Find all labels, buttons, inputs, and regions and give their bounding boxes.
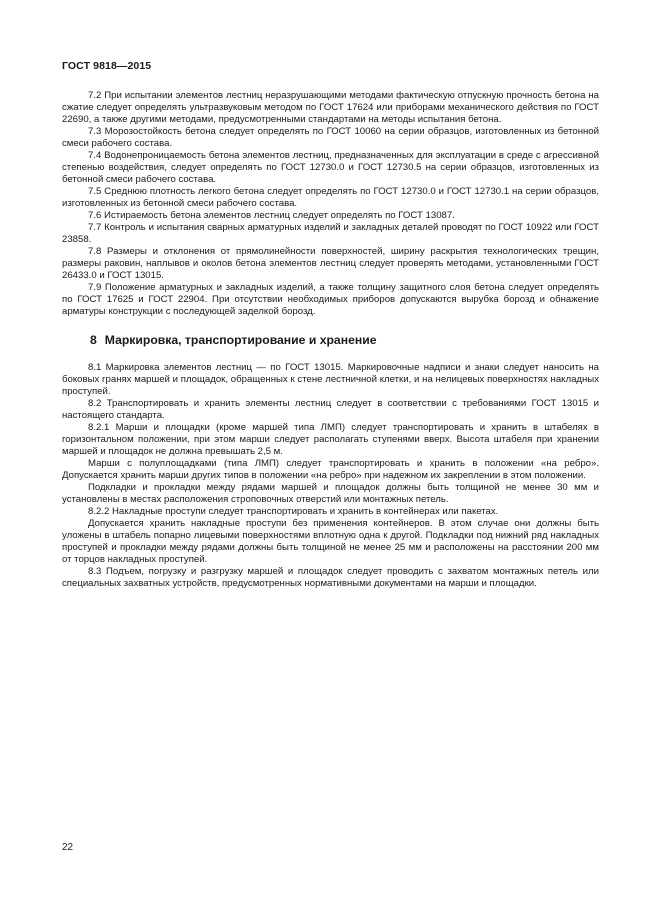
- clause-8-3: 8.3 Подъем, погрузку и разгрузку маршей и площадок следует проводить с захватом монтажных петель или специальных захватных устройств, предусмотренных нормативными документами на марши и площадки.: [62, 566, 599, 589]
- document-header: ГОСТ 9818—2015: [62, 60, 152, 72]
- clause-7-9: 7.9 Положение арматурных и закладных изделий, а также толщину защитного слоя бетона следует определять по ГОСТ 17625 и ГОСТ 22904. При отсутствии необходимых приборов допускаются вырубка борозд и обнажение арматуры конструкции с последующей заделкой борозд.: [62, 282, 599, 317]
- clause-7-3: 7.3 Морозостойкость бетона следует определять по ГОСТ 10060 на серии образцов, изготовленных из бетонной смеси рабочего состава.: [62, 126, 599, 149]
- clause-7-7: 7.7 Контроль и испытания сварных арматурных изделий и закладных деталей проводят по ГОСТ 10922 или ГОСТ 23858.: [62, 222, 599, 245]
- clause-8-2-1-para-2: Марши с полуплощадками (типа ЛМП) следует транспортировать и хранить в положении «на ребро». Допускается хранить марши других типов в положении «на ребро» при надежном их закреплении в этом положении.: [62, 458, 599, 481]
- clause-7-6: 7.6 Истираемость бетона элементов лестниц следует определять по ГОСТ 13087.: [88, 210, 455, 221]
- clause-8-2-1: 8.2.1 Марши и площадки (кроме маршей типа ЛМП) следует транспортировать и хранить в штабелях в горизонтальном положении, при этом марши следует располагать ступенями вверх. Высота штабеля при хранении маршей и площадок не должна превышать 2,5 м.: [62, 422, 599, 457]
- clause-7-8: 7.8 Размеры и отклонения от прямолинейности поверхностей, ширину раскрытия технологических трещин, размеры раковин, наплывов и околов бетона элементов лестниц следует проверять методами, установленными ГОСТ 26433.0 и ГОСТ 13015.: [62, 246, 599, 281]
- clause-8-2: 8.2 Транспортировать и хранить элементы лестниц следует в соответствии с требованиями ГОСТ 13015 и настоящего стандарта.: [62, 398, 599, 421]
- section-8-title: Маркировка, транспортирование и хранение: [104, 333, 377, 347]
- clause-7-2: 7.2 При испытании элементов лестниц неразрушающими методами фактическую отпускную прочность бетона на сжатие следует определять ультразвуковым методом по ГОСТ 17624 или приборами механического действия по ГОСТ 22690, а также другими методами, предусмотренными стандартами на методы испытания бетона.: [62, 90, 599, 125]
- section-8-number: 8: [90, 333, 97, 347]
- clause-7-4: 7.4 Водонепроницаемость бетона элементов лестниц, предназначенных для эксплуатации в среде с агрессивной степенью воздействия, следует определять по ГОСТ 12730.0 и ГОСТ 12730.5 на серии образцов, изготовленных из бетонной смеси рабочего состава.: [62, 150, 599, 185]
- clause-8-1: 8.1 Маркировка элементов лестниц — по ГОСТ 13015. Маркировочные надписи и знаки следует наносить на боковых гранях маршей и площадок, обращенных к стене лестничной клетки, и на нелицевых поверхностях накладных проступей.: [62, 362, 599, 397]
- clause-7-5: 7.5 Среднюю плотность легкого бетона следует определять по ГОСТ 12730.0 и ГОСТ 12730.1 на серии образцов, изготовленных из бетонной смеси рабочего состава.: [62, 186, 599, 209]
- clause-8-2-1-para-3: Подкладки и прокладки между рядами маршей и площадок должны быть толщиной не менее 30 мм и установлены в местах расположения строповочных отверстий или монтажных петель.: [62, 482, 599, 505]
- section-8-heading: [62, 333, 599, 348]
- clause-8-2-2: 8.2.2 Накладные проступи следует транспортировать и хранить в контейнерах или пакетах.: [88, 506, 499, 517]
- clause-8-2-2-para-2: Допускается хранить накладные проступи без применения контейнеров. В этом случае они должны быть уложены в штабель попарно лицевыми поверхностями вплотную одна к другой. Подкладки под нижний ряд накладных проступей и прокладки между рядами должны быть толщиной не менее 25 мм и расположены на расстоянии 200 мм от торцов накладных проступей.: [62, 518, 599, 565]
- document-body: [62, 90, 599, 590]
- page-number: 22: [62, 842, 74, 853]
